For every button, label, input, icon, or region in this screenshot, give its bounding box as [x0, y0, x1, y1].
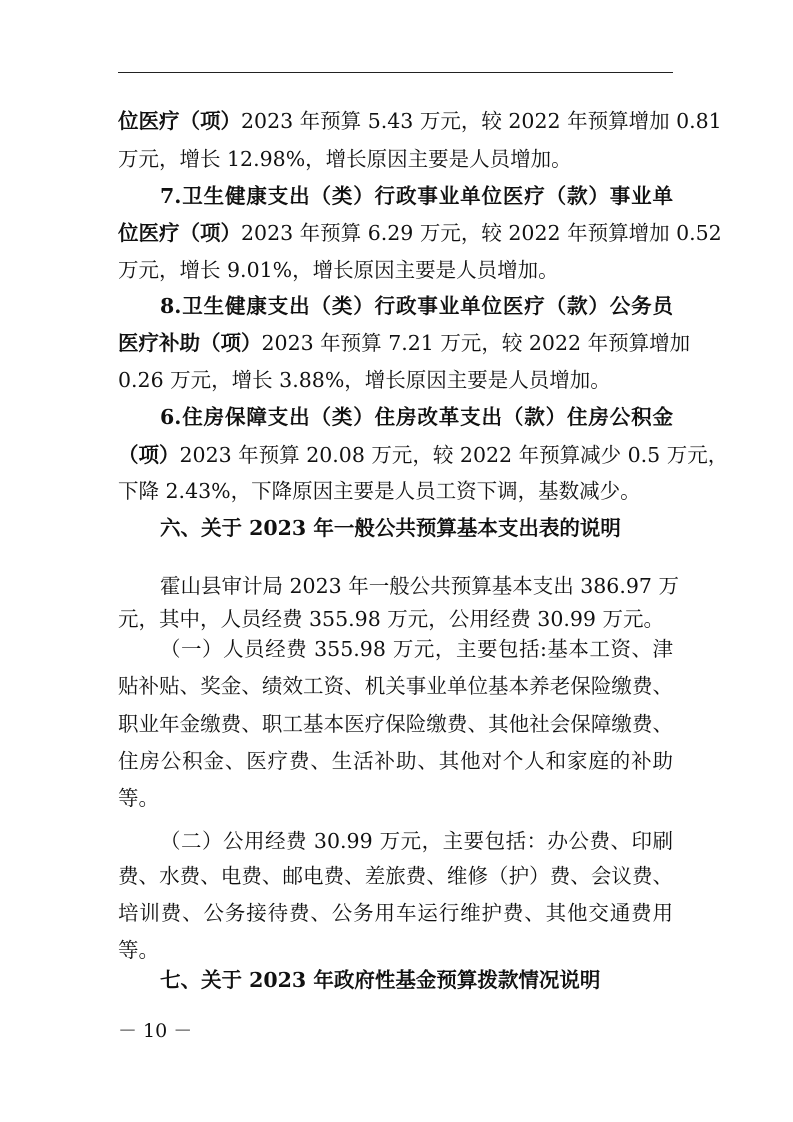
personnel-line-3: 职业年金缴费、职工基本医疗保险缴费、其他社会保障缴费、	[118, 712, 673, 736]
item-6-title-line: 6.住房保障支出（类）住房改革支出（款）住房公积金	[160, 405, 673, 429]
personnel-line-4: 住房公积金、医疗费、生活补助、其他对个人和家庭的补助	[118, 749, 673, 773]
body-line-2: 万元，增长 12.98%，增长原因主要是人员增加。	[118, 147, 572, 171]
body-line-1: 位医疗（项）2023 年预算 5.43 万元，较 2022 年预算增加 0.81	[118, 109, 722, 133]
item-7-line-3: 万元，增长 9.01%，增长原因主要是人员增加。	[118, 258, 559, 282]
public-line-1: （二）公用经费 30.99 万元，主要包括：办公费、印刷	[160, 829, 673, 853]
public-line-2: 费、水费、电费、邮电费、差旅费、维修（护）费、会议费、	[118, 864, 673, 888]
item-8-title-line: 8.卫生健康支出（类）行政事业单位医疗（款）公务员	[160, 294, 673, 318]
item-7-line-2: 位医疗（项）2023 年预算 6.29 万元，较 2022 年预算增加 0.52	[118, 221, 722, 245]
item-8-line-3: 0.26 万元，增长 3.88%，增长原因主要是人员增加。	[118, 368, 611, 392]
page-number: － 10 －	[118, 1020, 193, 1042]
item-8-line-2: 医疗补助（项）2023 年预算 7.21 万元，较 2022 年预算增加	[118, 331, 691, 355]
header-rule	[118, 72, 673, 73]
section-6-line-2: 元，其中，人员经费 355.98 万元，公用经费 30.99 万元。	[118, 607, 664, 631]
personnel-line-2: 贴补贴、奖金、绩效工资、机关事业单位基本养老保险缴费、	[118, 674, 673, 698]
item-6-line-2: （项）2023 年预算 20.08 万元，较 2022 年预算减少 0.5 万元，	[118, 443, 729, 467]
public-line-3: 培训费、公务接待费、公务用车运行维护费、其他交通费用	[118, 901, 673, 925]
section-7-heading: 七、关于 2023 年政府性基金预算拨款情况说明	[160, 968, 601, 992]
personnel-line-1: （一）人员经费 355.98 万元，主要包括:基本工资、津	[160, 637, 673, 661]
section-6-heading: 六、关于 2023 年一般公共预算基本支出表的说明	[160, 516, 621, 540]
personnel-line-5: 等。	[118, 786, 159, 810]
section-6-line-1: 霍山县审计局 2023 年一般公共预算基本支出 386.97 万	[160, 574, 679, 598]
item-6-line-3: 下降 2.43%，下降原因主要是人员工资下调，基数减少。	[118, 479, 641, 503]
item-7-title-line: 7.卫生健康支出（类）行政事业单位医疗（款）事业单	[160, 184, 673, 208]
public-line-4: 等。	[118, 938, 159, 962]
